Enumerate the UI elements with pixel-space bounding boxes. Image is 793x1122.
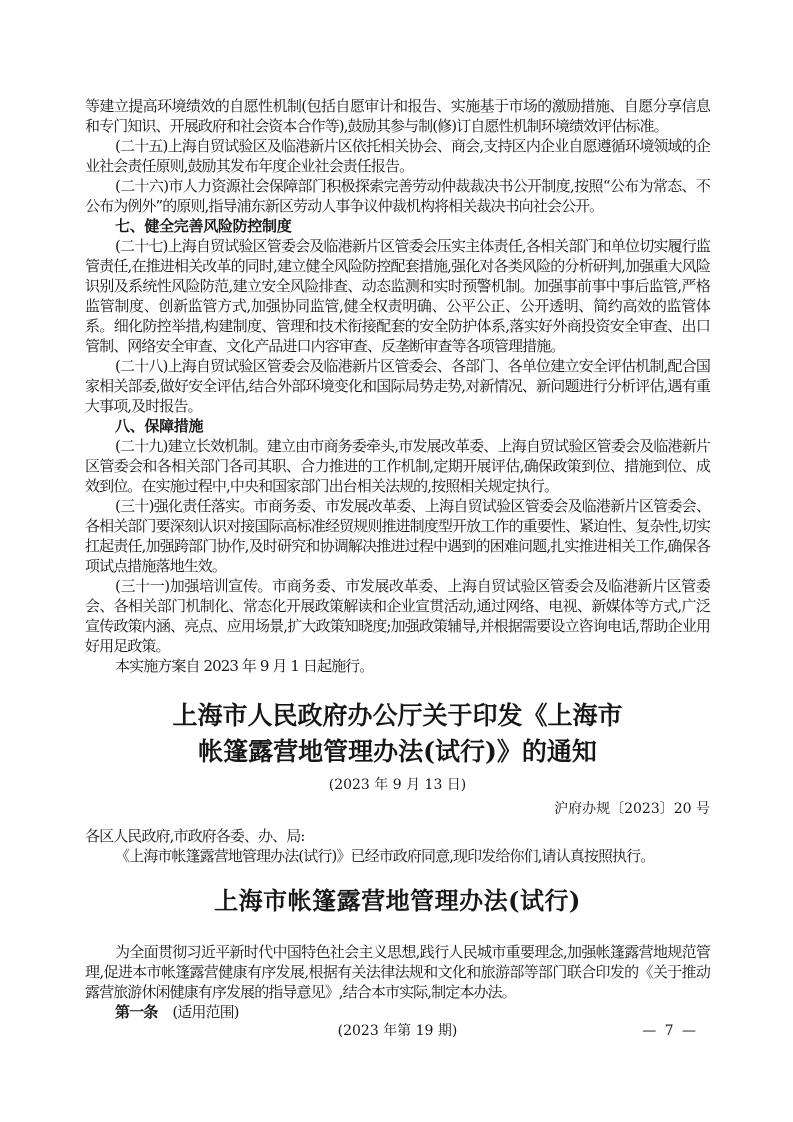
page-content: [85, 96, 710, 1022]
issue-label: (2023 年第 19 期): [337, 1023, 458, 1039]
measures-title: 上海市帐篷露营地管理办法(试行): [214, 886, 581, 915]
body-paragraph: (二十九)建立长效机制。建立由市商务委牵头,市发展改革委、上海自贸试验区管委会及临港新片区管委会和各相关部门各司其职、合力推进的工作机制,定期开展评估,确保政策到位、措施到位、成效到位。在实施过程中,中央和国家部门出台相关法规的,按照相关规定执行。: [85, 437, 710, 495]
article-1-line: [85, 1002, 710, 1022]
notice-section: [85, 698, 710, 866]
body-paragraph: (三十)强化责任落实。市商务委、市发展改革委、上海自贸试验区管委会及临港新片区管委会、各相关部门要深刻认识对接国际高标准经贸规则推进制度型开放工作的重要性、紧迫性、复杂性,切实扛起责任,加强跨部门协作,及时研究和协调解决推进过程中遇到的困难问题,扎实推进相关工作,确保各项试点措施落地生效。: [85, 497, 710, 575]
measures-preamble: 为全面贯彻习近平新时代中国特色社会主义思想,践行人民城市重要理念,加强帐篷露营地规范管理,促进本市帐篷露营健康有序发展,根据有关法律法规和文化和旅游部等部门联合印发的《关于推动露营旅游休闲健康有序发展的指导意见》,结合本市实际,制定本办法。: [85, 943, 710, 1001]
document-number: 沪府办规〔2023〕20 号: [554, 801, 710, 817]
notice-title-line2: 帐篷露营地管理办法(试行)》的通知: [198, 737, 597, 766]
page-number: — 7 —: [642, 1023, 698, 1039]
section-heading-7: 七、健全完善风险防控制度: [115, 217, 292, 235]
effective-date-paragraph: 本实施方案自 2023 年 9 月 1 日起施行。: [115, 657, 374, 675]
body-paragraph: (二十六)市人力资源社会保障部门积极探索完善劳动仲裁裁决书公开制度,按照“公布为常态、不公布为例外”的原则,指导浦东新区劳动人事争议仲裁机构将相关裁决书向社会公开。: [85, 177, 710, 215]
article-number: 第一条: [115, 1003, 158, 1021]
body-paragraph: (三十一)加强培训宣传。市商务委、市发展改革委、上海自贸试验区管委会及临港新片区管委会、各相关部门机制化、常态化开展政策解读和企业宣贯活动,通过网络、电视、新媒体等方式,广泛宣传政策内涵、亮点、应用场景,扩大政策知晓度;加强政策辅导,并根据需要设立咨询电话,帮助企业用好用足政策。: [85, 577, 710, 655]
measures-section: [85, 884, 710, 1022]
body-paragraph: 等建立提高环境绩效的自愿性机制(包括自愿审计和报告、实施基于市场的激励措施、自愿分享信息和专门知识、开展政府和社会资本合作等),鼓励其参与制(修)订自愿性机制环境绩效评估标准。: [85, 97, 710, 135]
notice-title-line1: 上海市人民政府办公厅关于印发《上海市: [172, 701, 623, 730]
body-paragraph: (二十五)上海自贸试验区及临港新片区依托相关协会、商会,支持区内企业自愿遵循环境领域的企业社会责任原则,鼓励其发布年度企业社会责任报告。: [85, 137, 710, 175]
body-paragraph: (二十七)上海自贸试验区管委会及临港新片区管委会压实主体责任,各相关部门和单位切实履行监管责任,在推进相关改革的同时,建立健全风险防控配套措施,强化对各类风险的分析研判,加强重大风险识别及系统性风险防范,建立安全风险排查、动态监测和实时预警机制。加强事前事中事后监管,严格监管制度、创新监管方式,加强协同监管,健全权责明确、公平公正、公开透明、简约高效的监管体系。细化防控举措,构建制度、管理和技术衔接配套的安全防护体系,落实好外商投资安全审查、出口管制、网络安全审查、文化产品进口内容审查、反垄断审查等各项管理措施。: [85, 237, 710, 355]
notice-body: 《上海市帐篷露营地管理办法(试行)》已经市政府同意,现印发给你们,请认真按照执行。: [115, 847, 655, 865]
salutation: 各区人民政府,市政府各委、办、局:: [85, 827, 305, 845]
notice-date: (2023 年 9 月 13 日): [328, 777, 467, 793]
body-paragraph: (二十八)上海自贸试验区管委会及临港新片区管委会、各部门、各单位建立安全评估机制,配合国家相关部委,做好安全评估,结合外部环境变化和国际局势走势,对新情况、新问题进行分析评估,遇有重大事项,及时报告。: [85, 357, 710, 415]
notice-title: [85, 698, 710, 770]
section-heading-8: 八、保障措施: [115, 417, 204, 435]
article-title: (适用范围): [172, 1003, 239, 1021]
page-footer: [85, 1022, 710, 1042]
